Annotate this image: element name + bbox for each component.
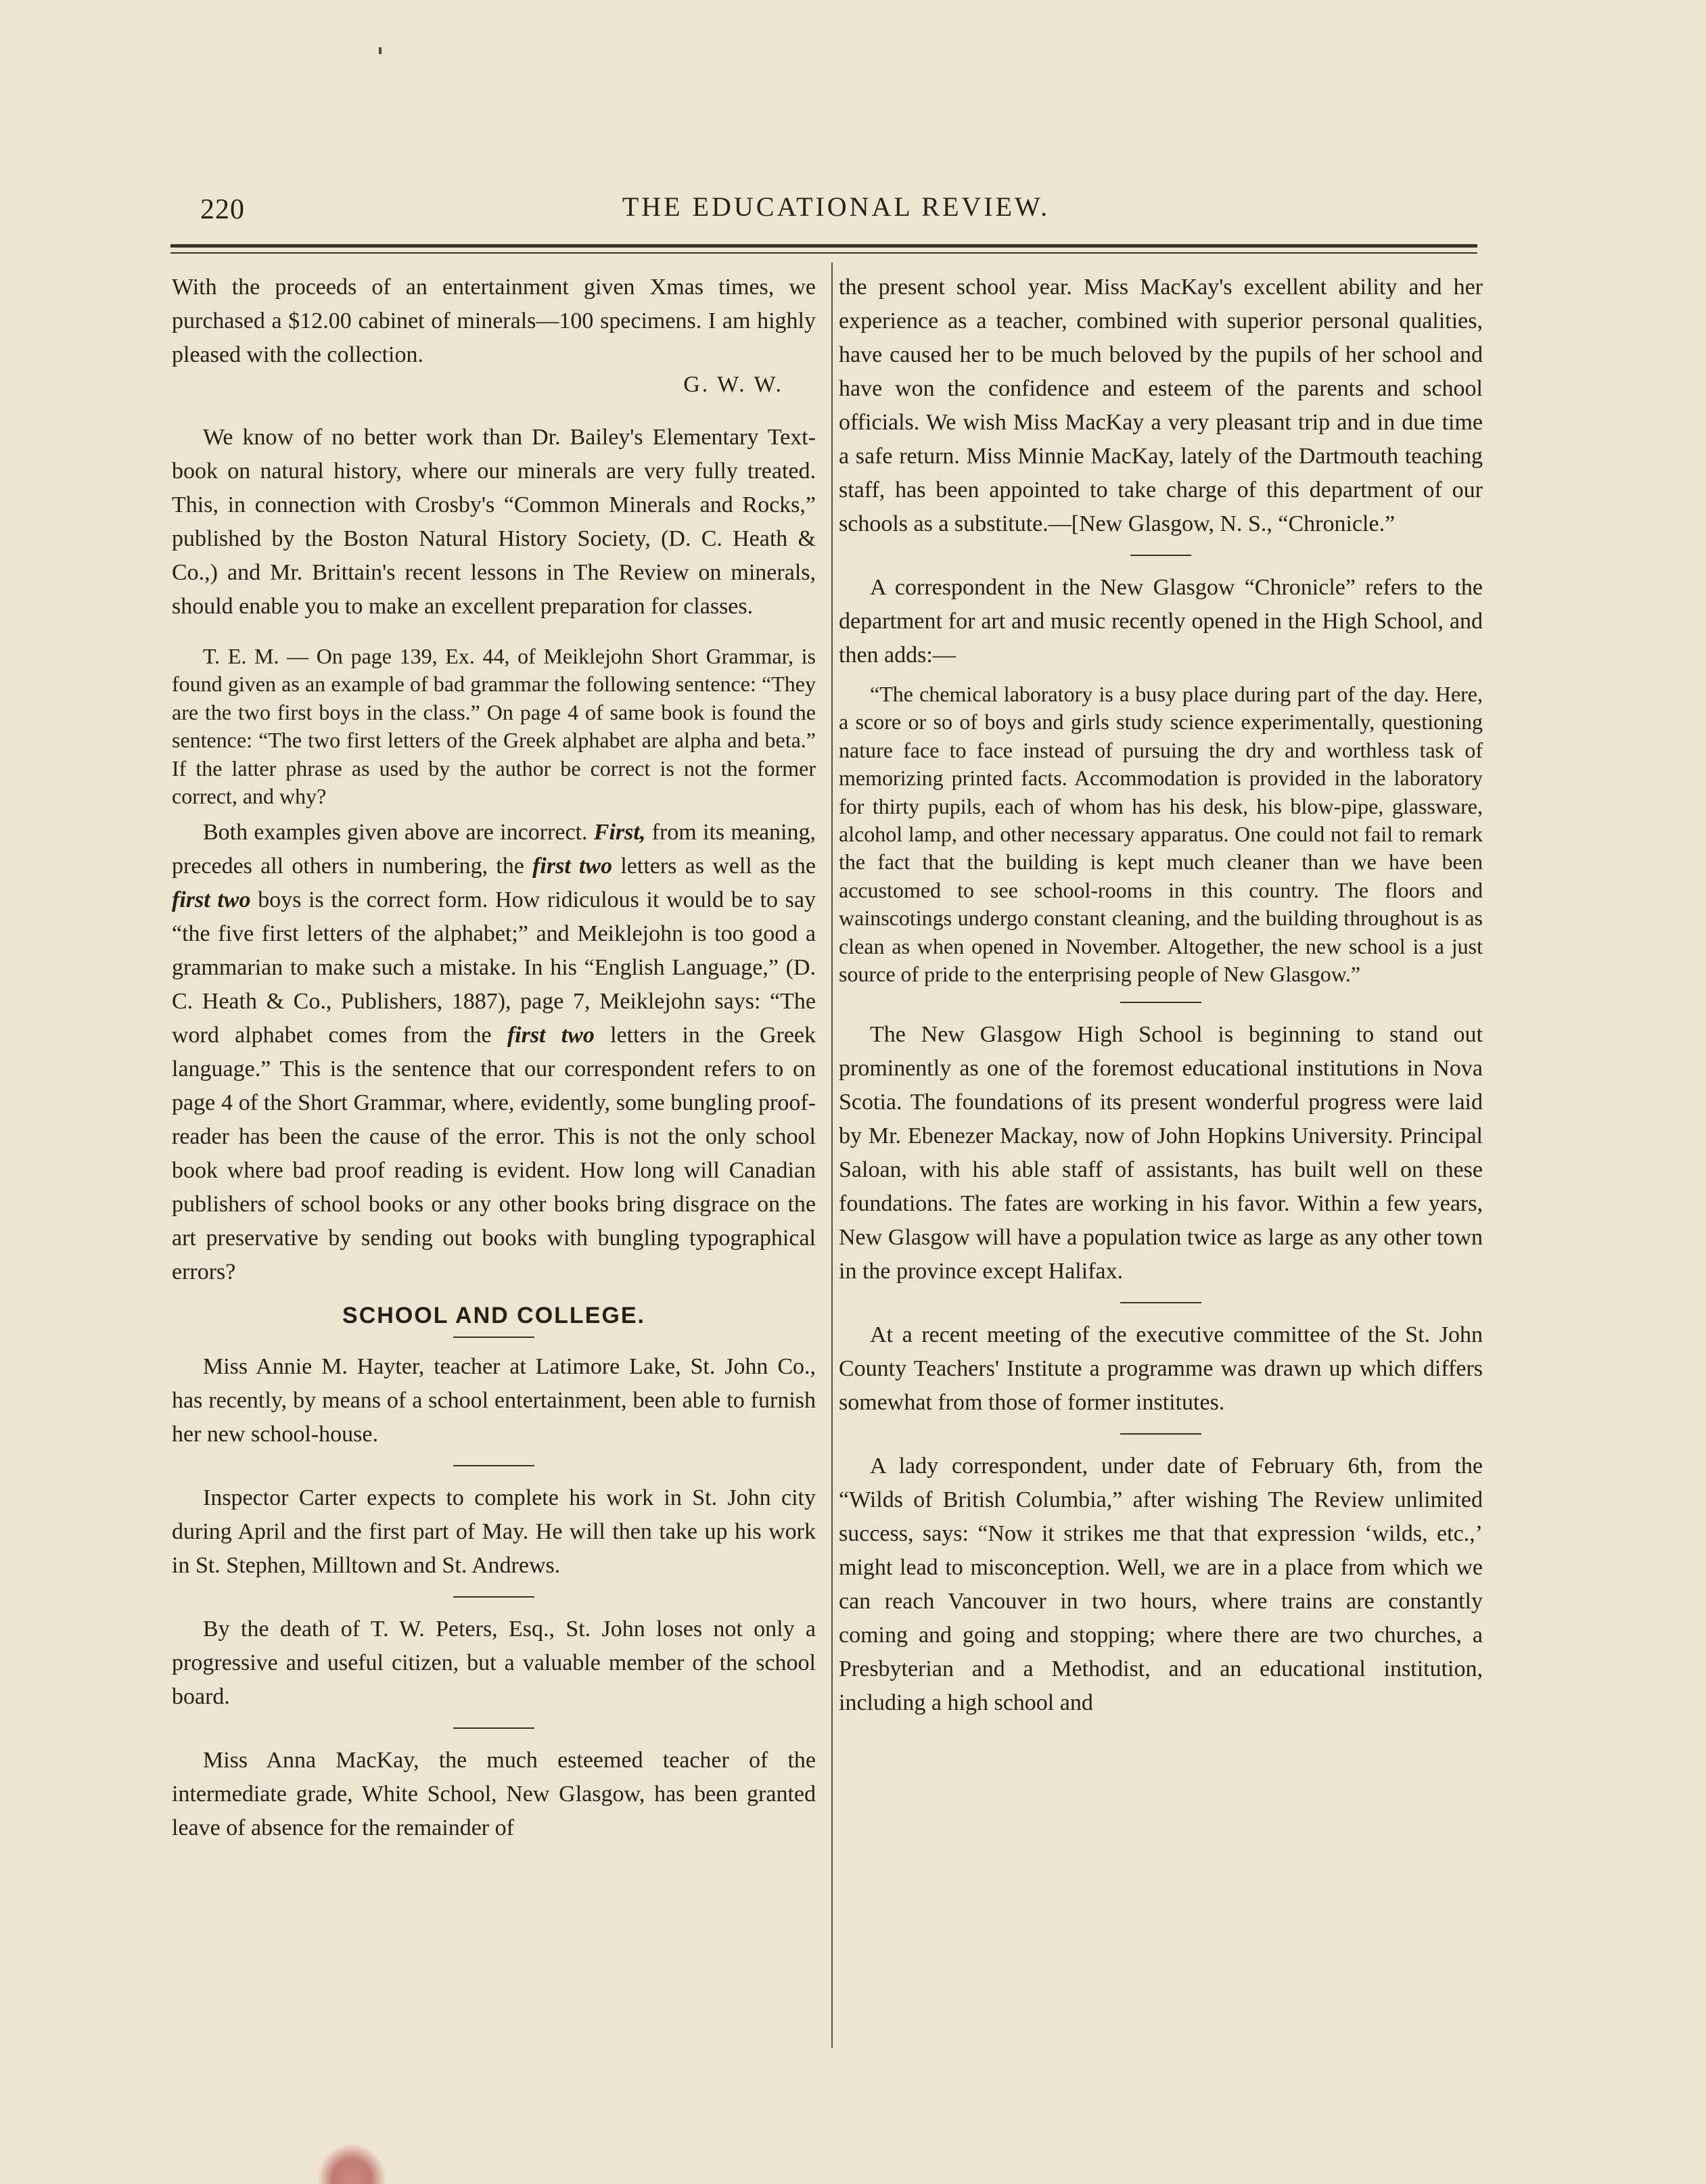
page-number: 220 (200, 194, 245, 225)
news-item-peters: By the death of T. W. Peters, Esq., St. John loses not only a progressive and useful citizen, but a valuable member of the school board. (172, 1617, 816, 1710)
right-column (839, 271, 1483, 1720)
chronicle-quote: “The chemical laboratory is a busy place during part of the day. Here, a score or so of boys and girls study science experimentally, questioning nature face to face instead of pursuing the dry and worthless task of memorizing printed facts. Accommodation is provided in the laboratory for thirty pupils, each of whom has his desk, his blow-pipe, glassware, alcohol lamp, and other necessary apparatus. One could not fail to remark the fact that the building is kept much cleaner than we have been accustomed to see school-rooms in this country. The floors and wainscotings undergo constant cleaning, and the building throughout is as clean as when opened in November. Altogether, the new school is a just source of pride to the enterprising people of New Glasgow.” (839, 682, 1483, 987)
answer-mid-1: from its meaning, precedes all others in numbering, the (172, 820, 816, 879)
answer-mid-3: boys is the correct form. How ridiculous it would be to say “the five first letters of the alphabet;” and Meiklejohn is too good a grammarian to make such a mistake. In his “English Language,” (D. C. Heath & Co., Publishers, 1887), page 7, Meiklejohn says: “The word alphabet comes from the (172, 887, 816, 1048)
minerals-reply: We know of no better work than Dr. Bailey's Elementary Text-book on natural history, where our minerals are very fully treated. This, in connection with Crosby's “Common Minerals and Rocks,” published by the Boston Natural History Society, (D. C. Heath & Co.,) and Mr. Brittain's recent lessons in The Review on minerals, should enable you to make an excellent preparation for classes. (172, 425, 816, 619)
minerals-letter: With the proceeds of an entertainment given Xmas times, we purchased a $12.00 cabinet of minerals—100 specimens. I am highly pleased with the collection. (172, 275, 816, 367)
item-separator (453, 1596, 534, 1598)
item-separator (453, 1465, 534, 1466)
news-item-carter: Inspector Carter expects to complete his work in St. John city during April and the first part of May. He will then take up his work in St. Stephen, Milltown and St. Andrews. (172, 1485, 816, 1579)
answer-mid-2: letters as well as the (620, 854, 816, 879)
item-separator (1120, 1002, 1201, 1003)
header-rule-thick (170, 244, 1477, 248)
grammar-question: T. E. M. — On page 139, Ex. 44, of Meiklejohn Short Grammar, is found given as an example of bad grammar the following sentence: “They are the two first boys in the class.” On page 4 of same book is found the sentence: “The two first letters of the Greek alphabet are alpha and beta.” If the latter phrase as used by the author be correct is not the former correct, and why? (172, 644, 816, 809)
thumb-mark (318, 2144, 386, 2184)
chronicle-intro: A correspondent in the New Glasgow “Chronicle” refers to the department for art and music recently opened in the High School, and then adds:— (839, 575, 1483, 668)
header-rule-thin (170, 252, 1477, 254)
running-title: THE EDUCATIONAL REVIEW. (622, 191, 1051, 222)
emphasis-first: First, (593, 820, 646, 845)
institute-item: At a recent meeting of the executive committee of the St. John County Teachers' Institute a programme was drawn up which differs somewhat from those of former institutes. (839, 1322, 1483, 1416)
high-school-item: The New Glasgow High School is beginning to stand out prominently as one of the foremost educational institutions in Nova Scotia. The foundations of its present wonderful progress were laid by Mr. Ebenezer Mackay, now of John Hopkins University. Principal Saloan, with his able staff of assistants, has built well on these foundations. The fates are working in his favor. Within a few years, New Glasgow will have a population twice as large as any other town in the province except Halifax. (839, 1022, 1483, 1284)
section-heading: SCHOOL AND COLLEGE. (342, 1303, 645, 1329)
left-column (172, 271, 816, 1845)
news-item-hayter: Miss Annie M. Hayter, teacher at Latimore Lake, St. John Co., has recently, by means of a school entertainment, been able to furnish her new school-house. (172, 1354, 816, 1447)
item-separator (453, 1727, 534, 1729)
item-separator (1130, 555, 1191, 556)
british-columbia-item: A lady correspondent, under date of February 6th, from the “Wilds of British Columbia,” after wishing The Review unlimited success, says: “Now it strikes me that that expression ‘wilds, etc.,’ might lead to misconception. Well, we are in a place from which we can reach Vancouver in two hours, where trains are constantly coming and going and stopping; where there are two churches, a Presbyterian and a Methodist, and an educational institution, including a high school and (839, 1454, 1483, 1716)
answer-end: letters in the Greek language.” This is the sentence that our correspondent refers to on page 4 of the Short Grammar, where, evidently, some bungling proof-reader has been the cause of the error. This is not the only school book where bad proof reading is evident. How long will Canadian publishers of school books or any other books bring disgrace on the art preservative by sending out books with bungling typographical errors? (172, 1023, 816, 1285)
news-item-mackay: Miss Anna MacKay, the much esteemed teacher of the intermediate grade, White School, New Glasgow, has been granted leave of absence for the remainder of (172, 1748, 816, 1841)
emphasis-first-two: first two (532, 854, 613, 879)
grammar-answer (172, 816, 816, 1289)
item-separator (1120, 1433, 1201, 1435)
emphasis-first-two: first two (172, 887, 251, 913)
answer-start: Both examples given above are incorrect. (203, 820, 588, 845)
emphasis-first-two: first two (507, 1023, 595, 1048)
mackay-continued: the present school year. Miss MacKay's excellent ability and her experience as a teacher, combined with superior personal qualities, have caused her to be much beloved by the pupils of her school and have won the confidence and esteem of the parents and school officials. We wish Miss MacKay a very pleasant trip and in due time a safe return. Miss Minnie MacKay, lately of the Dartmouth teaching staff, has been appointed to take charge of this department of our schools as a substitute.—[New Glasgow, N. S., “Chronicle.” (839, 275, 1483, 536)
ink-speck (379, 47, 382, 54)
letter-signature: G. W. W. (683, 372, 783, 397)
column-divider (831, 262, 833, 2048)
section-rule (453, 1337, 534, 1338)
item-separator (1120, 1302, 1201, 1303)
